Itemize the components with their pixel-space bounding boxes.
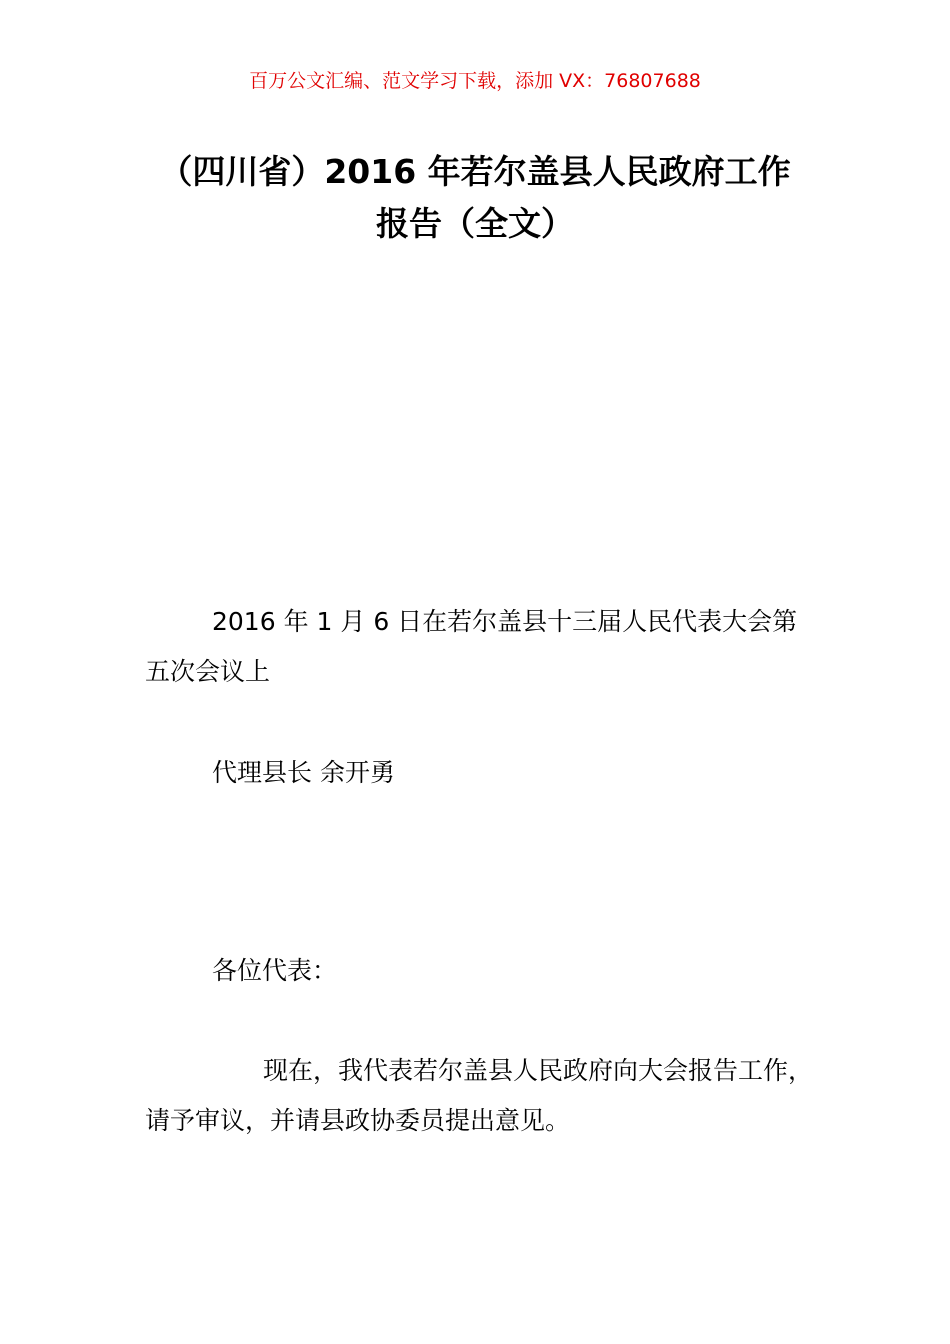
greeting-line: 各位代表：: [212, 956, 338, 985]
title-line-2: 报告（全文）: [376, 204, 574, 243]
speaker-line: 代理县长 余开勇: [212, 758, 395, 787]
document-title: [140, 146, 810, 250]
download-notice: 百万公文汇编、范文学习下载，添加 VX：76807688: [249, 70, 701, 92]
intro-line-1: 现在，我代表若尔盖县人民政府向大会报告工作，: [263, 1056, 814, 1085]
meeting-date-line-1: 2016 年 1 月 6 日在若尔盖县十三届人民代表大会第: [212, 607, 798, 636]
meeting-date-paragraph: [145, 597, 797, 697]
intro-line-2: 请予审议，并请县政协委员提出意见。: [145, 1106, 571, 1135]
intro-paragraph: [145, 1046, 813, 1146]
meeting-date-line-2: 五次会议上: [145, 657, 271, 686]
title-line-1: （四川省）2016 年若尔盖县人民政府工作: [159, 152, 791, 191]
